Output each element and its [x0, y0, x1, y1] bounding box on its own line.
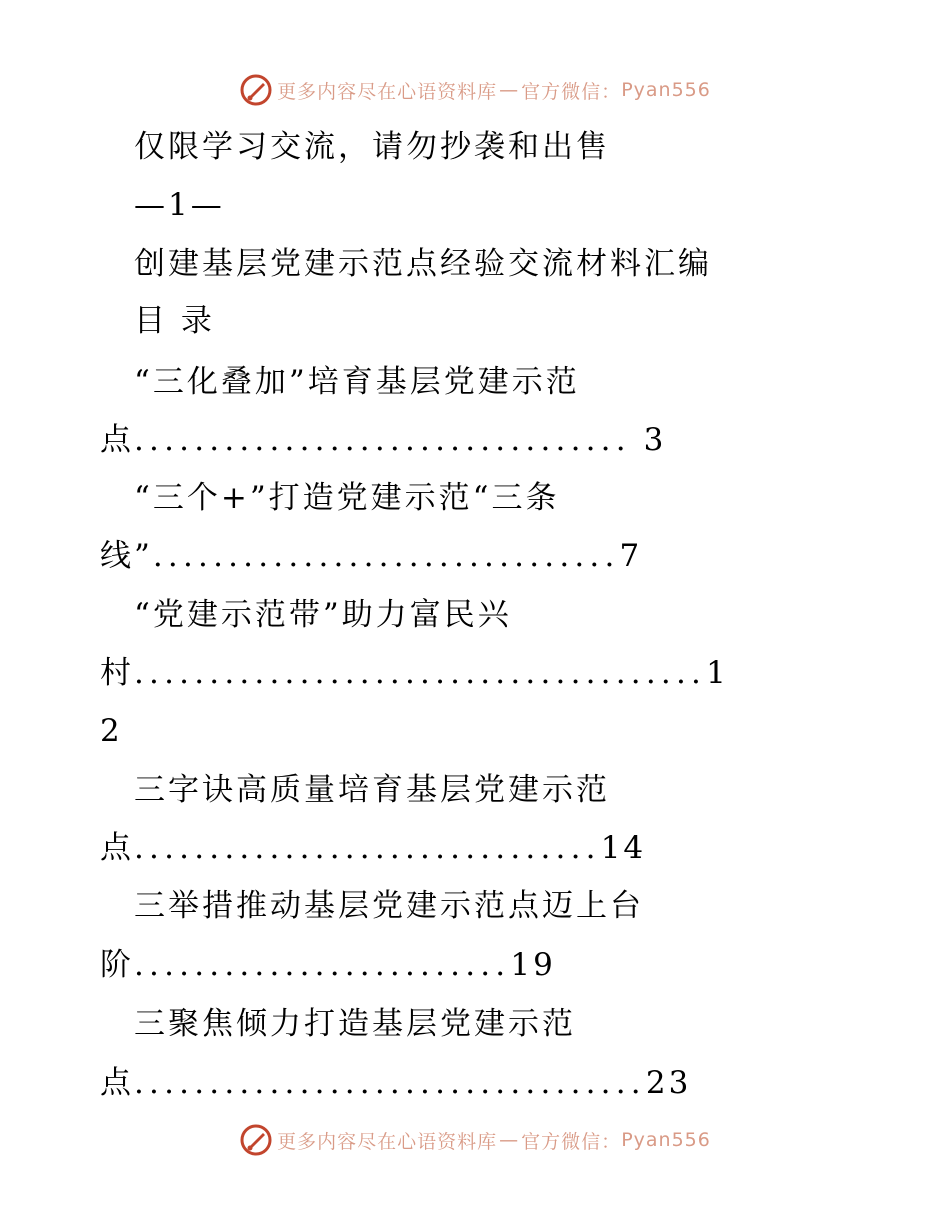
toc-entry-dots: ......................................	[134, 655, 707, 691]
toc-entry-lead: 点	[100, 830, 134, 866]
toc-entry-title: “三化叠加”培育基层党建示范	[134, 364, 580, 400]
watermark-wechat-id: Pyan556	[621, 79, 711, 101]
toc-entry-title: 三举措推动基层党建示范点迈上台	[134, 888, 644, 924]
notice-line: 仅限学习交流，请勿抄袭和出售	[134, 129, 610, 165]
toc-entry-leader	[100, 536, 642, 576]
toc-entry-title: “党建示范带”助力富民兴	[134, 597, 512, 633]
watermark-wechat-label: 官方微信：	[521, 80, 622, 103]
pen-seal-icon	[239, 73, 273, 107]
toc-entry-page: 3	[643, 422, 667, 458]
toc-entry-leader	[100, 945, 556, 985]
toc-entry-dots: ..................................	[134, 1065, 646, 1101]
toc-entry-lead: 阶	[100, 947, 134, 983]
watermark-separator: —	[499, 79, 520, 101]
toc-entry-leader	[100, 653, 729, 693]
toc-entry-dots: .........................	[134, 947, 511, 983]
watermark-wechat-label: 官方微信：	[521, 1130, 622, 1153]
toc-entry-page: 14	[600, 830, 647, 866]
watermark-wechat-id: Pyan556	[621, 1129, 711, 1151]
toc-entry-dots: ...............................	[134, 830, 601, 866]
toc-entry-lead: 点	[100, 422, 134, 458]
toc-entry-leader	[100, 420, 666, 460]
toc-entry-dots: ...............................	[152, 538, 620, 574]
toc-entry-page: 7	[619, 538, 643, 574]
toc-entry-lead: 点	[100, 1065, 134, 1101]
toc-entry-page: 23	[645, 1065, 692, 1101]
toc-entry-leader	[100, 828, 646, 868]
toc-entry-lead: 村	[100, 655, 134, 691]
toc-entry-dots: .................................	[134, 422, 631, 458]
pen-seal-icon	[239, 1123, 273, 1157]
toc-entry-title: 三聚焦倾力打造基层党建示范	[134, 1006, 576, 1042]
document-title: 创建基层党建示范点经验交流材料汇编	[134, 246, 712, 282]
page-marker: —1—	[134, 187, 225, 223]
toc-entry-title: “三个+”打造党建示范“三条	[134, 480, 560, 516]
watermark-header	[0, 70, 950, 110]
toc-entry-title: 三字诀高质量培育基层党建示范	[134, 772, 610, 808]
toc-entry-page: 19	[510, 947, 556, 983]
watermark-footer	[0, 1120, 950, 1160]
watermark-separator: —	[499, 1129, 520, 1151]
watermark-text: 更多内容尽在心语资料库	[277, 1130, 498, 1153]
toc-heading: 目 录	[134, 303, 215, 339]
toc-entry-leader	[100, 1063, 691, 1103]
toc-entry-page: 1	[706, 655, 729, 691]
toc-entry-lead: 线”	[100, 538, 153, 574]
toc-entry-page-continued: 2	[100, 713, 123, 749]
watermark-text: 更多内容尽在心语资料库	[277, 80, 498, 103]
